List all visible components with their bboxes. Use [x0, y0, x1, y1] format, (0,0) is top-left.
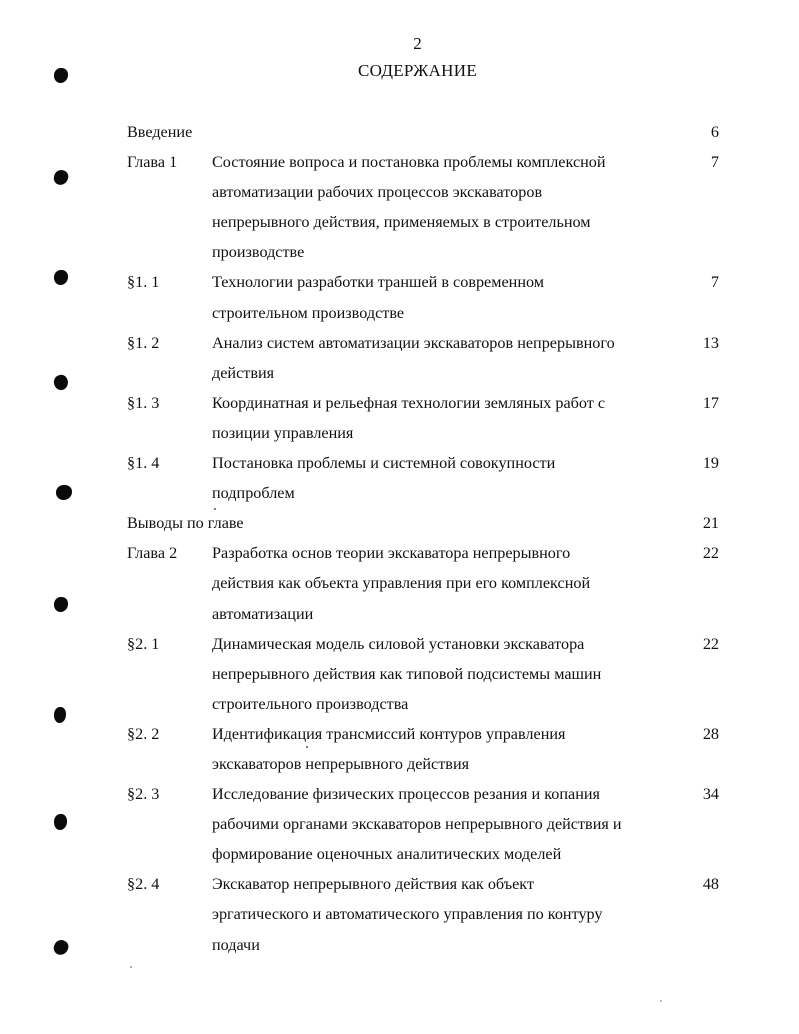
toc-entry-label: §1. 3 — [127, 393, 160, 412]
toc-entry-page: 28 — [702, 724, 719, 743]
toc-entry-page: 22 — [702, 544, 719, 563]
toc-entry-section-2-1[interactable] — [127, 629, 722, 719]
toc-entry-section-2-3[interactable] — [127, 779, 722, 869]
toc-entry-label: §2. 3 — [127, 785, 160, 804]
toc-entry-label: §1. 1 — [127, 273, 160, 292]
toc-entry-title: Технологии разработки траншей в современном строительном производстве — [212, 273, 545, 322]
scan-speck — [214, 508, 216, 510]
toc-entry-section-2-2[interactable] — [127, 719, 722, 779]
toc-entry-section-1-2[interactable] — [127, 328, 722, 388]
binding-hole-mark — [54, 270, 68, 285]
toc-entry-page: 34 — [702, 785, 719, 804]
toc-entry-section-1-3[interactable] — [127, 388, 722, 448]
toc-entry-conclusions[interactable] — [127, 508, 722, 538]
toc-entry-title: Состояние вопроса и постановка проблемы комплексной автоматизации рабочих процессов экскаваторов непрерывного действия, применяемых в строительном производстве — [212, 153, 606, 262]
toc-entry-label: §2. 4 — [127, 875, 160, 894]
toc-entry-page: 17 — [702, 393, 719, 412]
toc-entry-page: 22 — [702, 634, 719, 653]
toc-entry-title: Экскаватор непрерывного действия как объект эргатического и автоматического управления по контуру подачи — [212, 875, 603, 954]
toc-entry-page: 13 — [702, 333, 719, 352]
toc-entry-title: Выводы по главе — [127, 514, 244, 533]
binding-hole-mark — [52, 373, 70, 392]
binding-hole-mark — [51, 938, 70, 958]
page-title: СОДЕРЖАНИЕ — [357, 61, 478, 80]
toc-entry-page: 21 — [702, 514, 719, 533]
toc-entry-chapter-2[interactable] — [127, 538, 722, 628]
toc-entry-title: Координатная и рельефная технологии земляных работ с позиции управления — [212, 393, 606, 442]
toc-entry-label: §1. 4 — [127, 454, 160, 473]
toc-entry-page: 48 — [702, 875, 719, 894]
toc-entry-title: Динамическая модель силовой установки экскаватора непрерывного действия как типовой подсистемы машин строительного производства — [212, 634, 602, 713]
toc-entry-section-1-1[interactable] — [127, 267, 722, 327]
toc-entry-page: 7 — [710, 273, 719, 292]
toc-entry-page: 7 — [710, 153, 719, 172]
toc-entry-title: Постановка проблемы и системной совокупности подпроблем — [212, 454, 556, 503]
binding-hole-mark — [54, 707, 66, 723]
binding-hole-mark — [52, 168, 70, 187]
toc-entry-page: 6 — [710, 123, 719, 141]
scan-speck — [130, 966, 132, 968]
scan-speck — [306, 746, 308, 748]
table-of-contents — [127, 117, 722, 960]
toc-entry-title: Идентификация трансмиссий контуров управления экскаваторов непрерывного действия — [212, 724, 566, 773]
scan-speck — [660, 1000, 662, 1002]
toc-entry-title: Анализ систем автоматизации экскаваторов непрерывного действия — [212, 333, 615, 382]
toc-entry-label: Глава 2 — [127, 544, 178, 563]
toc-entry-section-2-4[interactable] — [127, 869, 722, 959]
binding-hole-mark — [54, 597, 68, 612]
toc-entry-title: Введение — [127, 123, 193, 141]
page-number: 2 — [413, 34, 422, 53]
toc-entry-chapter-1[interactable] — [127, 147, 722, 267]
toc-entry-introduction[interactable] — [127, 117, 722, 147]
toc-entry-label: §2. 1 — [127, 634, 160, 653]
toc-entry-section-1-4[interactable] — [127, 448, 722, 508]
toc-entry-page: 19 — [702, 454, 719, 473]
binding-hole-mark — [54, 814, 67, 830]
toc-entry-label: §1. 2 — [127, 333, 160, 352]
toc-entry-label: §2. 2 — [127, 724, 160, 743]
toc-entry-label: Глава 1 — [127, 153, 178, 172]
toc-entry-title: Исследование физических процессов резания и копания рабочими органами экскаваторов непрерывного действия и формирование оценочных аналитических моделей — [212, 785, 622, 864]
binding-hole-mark — [56, 485, 72, 500]
toc-entry-title: Разработка основ теории экскаватора непрерывного действия как объекта управления при его комплексной автоматизации — [212, 544, 591, 623]
